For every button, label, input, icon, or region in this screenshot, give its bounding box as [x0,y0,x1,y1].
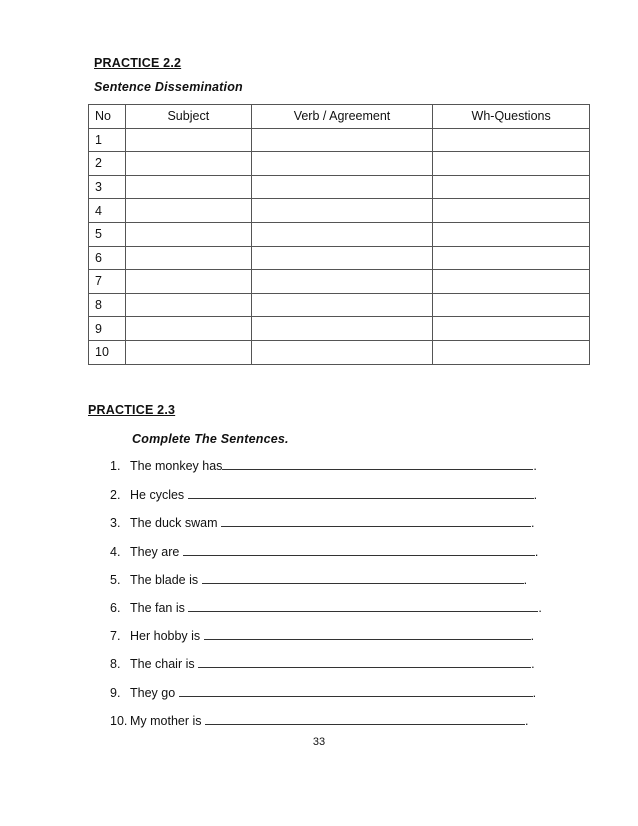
sentence-stem: The chair is [130,657,199,671]
item-number: 7. [110,629,121,643]
column-header-subject: Subject [125,105,251,129]
sentence-stem: The blade is [130,573,202,587]
wh-questions-cell[interactable] [433,175,590,199]
item-number: 5. [110,573,121,587]
sentence-stem: He cycles [130,488,188,502]
column-header-wh-questions: Wh-Questions [433,105,590,129]
item-number: 1. [110,459,121,473]
table-row [89,175,590,199]
list-item [110,488,537,502]
practice-2-2-title: PRACTICE 2.2 [94,56,182,70]
subject-cell[interactable] [125,340,251,364]
row-number: 4 [89,199,126,223]
row-number: 2 [89,152,126,176]
row-number: 5 [89,222,126,246]
verb-agreement-cell[interactable] [251,128,433,152]
subject-cell[interactable] [125,293,251,317]
item-number: 6. [110,601,121,615]
list-item [110,545,538,559]
sentence-stem: The monkey has [130,459,223,473]
column-header-no: No [89,105,126,129]
subject-cell[interactable] [125,152,251,176]
end-mark: . [525,714,529,728]
answer-blank[interactable] [198,657,531,668]
wh-questions-cell[interactable] [433,128,590,152]
sentence-stem: They go [130,686,179,700]
table-row [89,340,590,364]
wh-questions-cell[interactable] [433,152,590,176]
practice-2-2-subtitle: Sentence Dissemination [94,80,243,94]
wh-questions-cell[interactable] [433,270,590,294]
end-mark: . [532,686,537,700]
practice-2-3-instruction: Complete The Sentences. [132,432,289,446]
list-item [110,601,542,615]
item-number: 8. [110,657,121,671]
end-mark: . [531,657,535,671]
verb-agreement-cell[interactable] [251,270,433,294]
list-item [110,629,534,643]
subject-cell[interactable] [125,175,251,199]
table-row [89,293,590,317]
item-number: 9. [110,686,121,700]
verb-agreement-cell[interactable] [251,293,433,317]
item-number: 4. [110,545,121,559]
verb-agreement-cell[interactable] [251,152,433,176]
table-row [89,152,590,176]
end-mark: . [530,629,535,643]
answer-blank[interactable] [221,516,531,527]
answer-blank[interactable] [202,573,524,584]
item-number: 2. [110,488,121,502]
wh-questions-cell[interactable] [433,340,590,364]
list-item [110,516,535,530]
table-row [89,317,590,341]
column-header-verb-agreement: Verb / Agreement [251,105,433,129]
verb-agreement-cell[interactable] [251,222,433,246]
table-row [89,246,590,270]
list-item [110,657,535,671]
sentence-stem: They are [130,545,183,559]
subject-cell[interactable] [125,246,251,270]
table-row [89,199,590,223]
sentence-stem: Her hobby is [130,629,204,643]
row-number: 9 [89,317,126,341]
subject-cell[interactable] [125,128,251,152]
wh-questions-cell[interactable] [433,293,590,317]
answer-blank[interactable] [204,629,531,640]
subject-cell[interactable] [125,222,251,246]
verb-agreement-cell[interactable] [251,175,433,199]
sentence-stem: My mother is [130,714,206,728]
answer-blank[interactable] [222,459,533,470]
row-number: 1 [89,128,126,152]
answer-blank[interactable] [205,714,525,725]
row-number: 7 [89,270,126,294]
end-mark: . [538,601,542,615]
list-item [110,686,536,700]
answer-blank[interactable] [188,488,534,499]
page-number: 33 [312,736,326,748]
sentence-stem: The duck swam [130,516,222,530]
table-row [89,128,590,152]
list-item [110,714,529,728]
row-number: 6 [89,246,126,270]
answer-blank[interactable] [179,686,533,697]
subject-cell[interactable] [125,270,251,294]
verb-agreement-cell[interactable] [251,340,433,364]
subject-cell[interactable] [125,317,251,341]
table-row [89,222,590,246]
wh-questions-cell[interactable] [433,222,590,246]
list-item [110,459,537,473]
list-item [110,573,527,587]
wh-questions-cell[interactable] [433,199,590,223]
row-number: 10 [89,340,126,364]
answer-blank[interactable] [188,601,538,612]
end-mark: . [533,488,538,502]
answer-blank[interactable] [183,545,535,556]
item-number: 10. [110,714,128,728]
end-mark: . [523,573,528,587]
end-mark: . [534,545,539,559]
verb-agreement-cell[interactable] [251,246,433,270]
sentence-stem: The fan is [130,601,189,615]
row-number: 8 [89,293,126,317]
subject-cell[interactable] [125,199,251,223]
end-mark: . [531,516,535,530]
practice-2-3-title: PRACTICE 2.3 [88,403,176,417]
wh-questions-cell[interactable] [433,246,590,270]
row-number: 3 [89,175,126,199]
item-number: 3. [110,516,121,530]
table-row [89,270,590,294]
end-mark: . [533,459,537,473]
dissemination-table [88,104,590,365]
verb-agreement-cell[interactable] [251,199,433,223]
verb-agreement-cell[interactable] [251,317,433,341]
wh-questions-cell[interactable] [433,317,590,341]
table-header-row [89,105,590,129]
